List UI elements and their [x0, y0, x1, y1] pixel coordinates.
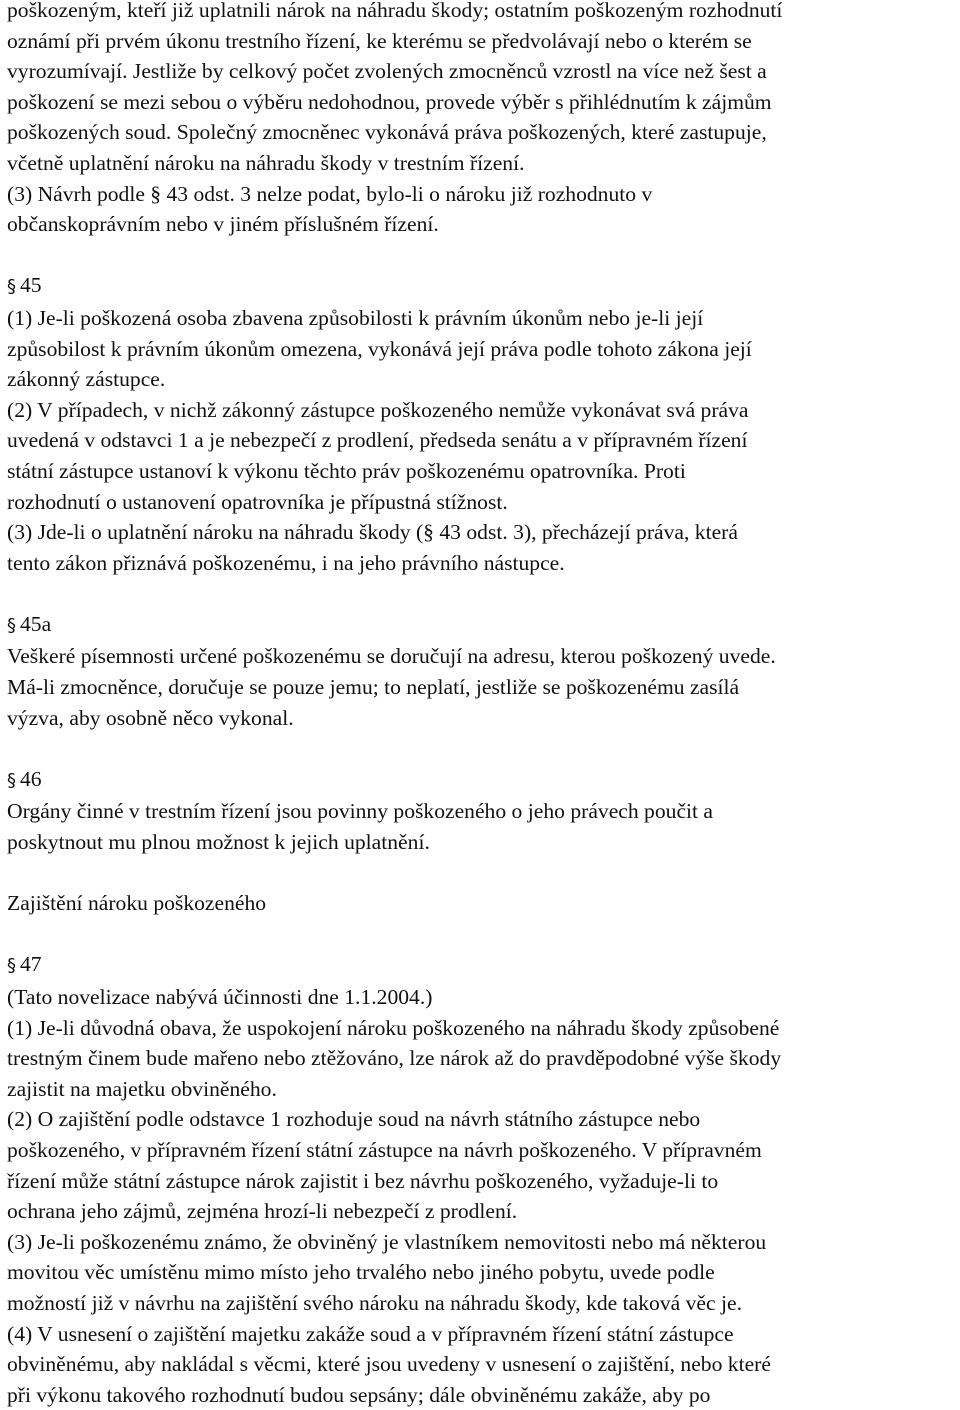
subtitle-block	[7, 888, 955, 919]
paragraph: (4) V usnesení o zajištění majetku zakáže soud a v přípravném řízení státní zástupce obviněnému, aby nakládal s věcmi, které jsou uvedeny v usnesení o zajištění, nebo které při výkonu takového rozhodnutí budou sepsány; dále obviněnému zakáže, aby po	[7, 1321, 771, 1407]
document-page	[7, 0, 955, 1410]
subtitle: Zajištění nároku poškozeného	[7, 891, 267, 916]
paragraph: (3) Jde-li o uplatnění nároku na náhradu škody (§ 43 odst. 3), přecházejí práva, která tento zákon přiznává poškozenému, i na jeho právního nástupce.	[7, 520, 738, 575]
section-heading	[7, 764, 955, 797]
paragraph: (3) Je-li poškozenému známo, že obviněný je vlastníkem nemovitosti nebo má některou movitou věc umístěnu mimo místo jeho trvalého nebo jiného pobytu, uvede podle možností již v návrhu na zajištění svého nároku na náhradu škody, kde taková věc je.	[7, 1229, 767, 1315]
section-sign-icon: §	[7, 955, 16, 977]
section-heading	[7, 609, 955, 642]
paragraph-continuation: poškozeným, kteří již uplatnili nárok na náhradu škody; ostatním poškozeným rozhodnutí oznámí při prvém úkonu trestního řízení, ke kterému se předvolávají nebo o kterém se vyrozumívají. Jestliže by celkový počet zvolených zmocněnců vzrostl na více než šest a poškození se mezi sebou o výběru nedohodnou, provede výběr s přihlédnutím k zájmům poškozených soud. Společný zmocněnec vykonává práva poškozených, které zastupuje, včetně uplatnění nároku na náhradu škody v trestním řízení.	[7, 0, 783, 175]
paragraph: (1) Je-li poškozená osoba zbavena způsobilosti k právním úkonům nebo je-li její způsobilost k právním úkonům omezena, vykonává její práva podle tohoto zákona její zákonný zástupce.	[7, 305, 752, 392]
section-45a	[7, 609, 955, 733]
section-number: 45	[20, 273, 42, 298]
paragraph: (1) Je-li důvodná obava, že uspokojení nároku poškozeného na náhradu škody způsobené trestným činem bude mařeno nebo ztěžováno, lze nárok až do pravděpodobné výše škody zajistit na majetku obviněného.	[7, 1015, 782, 1101]
section-heading	[7, 270, 955, 303]
section-46	[7, 764, 955, 858]
section-sign-icon: §	[7, 276, 16, 298]
paragraph: Veškeré písemnosti určené poškozenému se doručují na adresu, kterou poškozený uvede. Má-li zmocněnce, doručuje se pouze jemu; to neplatí, jestliže se poškozenému zasílá výzva, aby osobně něco vykonal.	[7, 644, 776, 730]
section-sign-icon: §	[7, 614, 16, 636]
section-number: 45a	[20, 611, 52, 636]
paragraph: (2) V případech, v nichž zákonný zástupce poškozeného nemůže vykonávat svá práva uvedená v odstavci 1 a je nebezpečí z prodlení, předseda senátu a v přípravném řízení státní zástupce ustanoví k výkonu těchto práv poškozenému opatrovníka. Proti rozhodnutí o ustanovení opatrovníka je přípustná stížnost.	[7, 397, 749, 514]
paragraph: (Tato novelizace nabývá účinnosti dne 1.1.2004.)	[7, 985, 433, 1009]
section-45	[7, 270, 955, 578]
paragraph: Orgány činné v trestním řízení jsou povinny poškozeného o jeho právech poučit a poskytnout mu plnou možnost k jejich uplatnění.	[7, 799, 714, 855]
paragraph-3: (3) Návrh podle § 43 odst. 3 nelze podat, bylo-li o nároku již rozhodnuto v občanskoprávním nebo v jiném příslušném řízení.	[7, 181, 653, 237]
section-number: 46	[20, 766, 42, 791]
intro-block	[7, 0, 955, 240]
section-sign-icon: §	[7, 769, 16, 791]
section-number: 47	[20, 952, 42, 977]
section-heading	[7, 949, 955, 982]
section-47	[7, 949, 955, 1410]
paragraph: (2) O zajištění podle odstavce 1 rozhoduje soud na návrh státního zástupce nebo poškozeného, v přípravném řízení státní zástupce na návrh poškozeného. V přípravném řízení může státní zástupce nárok zajistit i bez návrhu poškozeného, vyžaduje-li to ochrana jeho zájmů, zejména hrozí-li nebezpečí z prodlení.	[7, 1107, 762, 1224]
